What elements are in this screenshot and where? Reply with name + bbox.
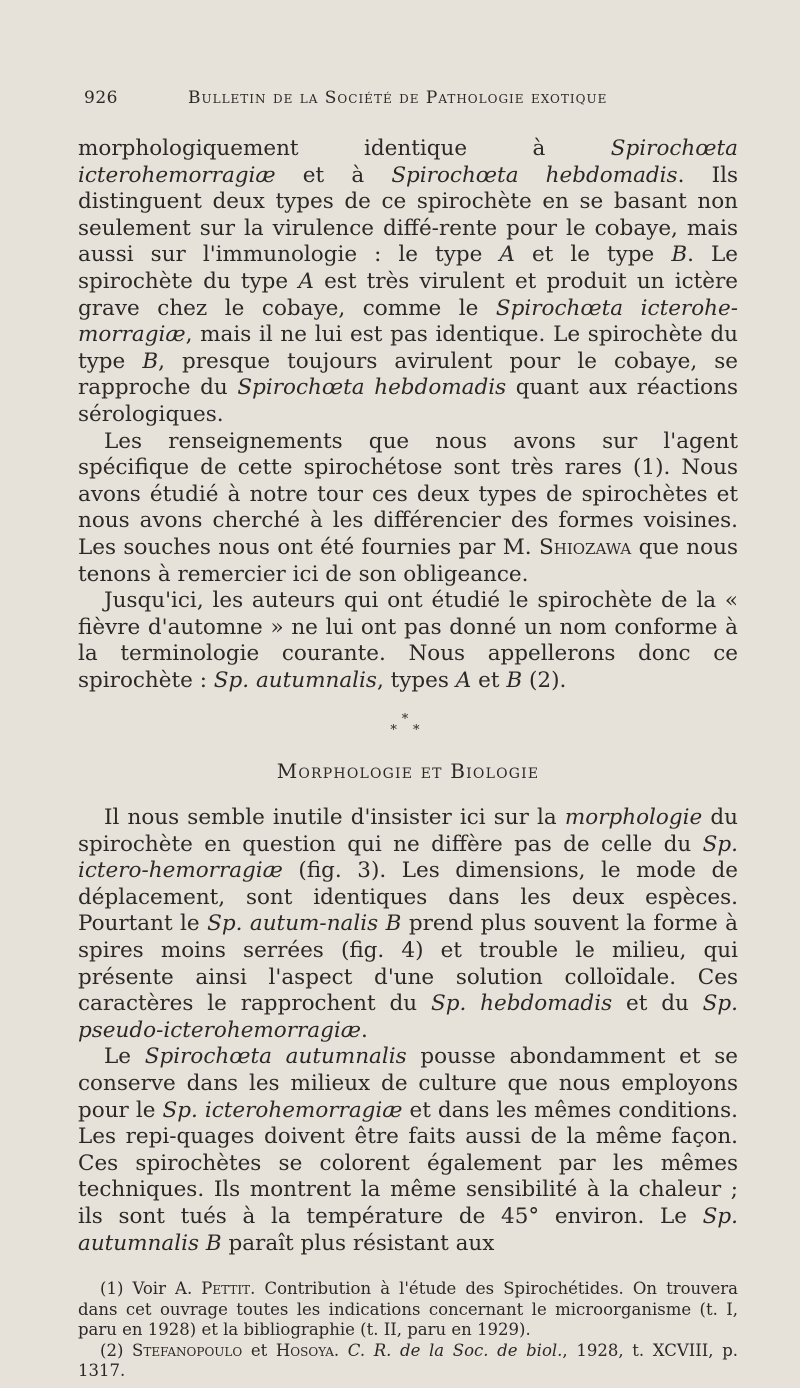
- page-header: [78, 88, 738, 118]
- author-name: Stefanopoulo: [132, 1340, 243, 1360]
- section-separator: [78, 712, 738, 739]
- species-name: Sp. icterohemorragiæ: [162, 1097, 403, 1123]
- species-name: Spirochœta autumnalis: [144, 1044, 407, 1070]
- footnote-2: (2) Stefanopoulo et Hosoya. C. R. de la Soc. de biol., 1928, t. XCVIII, p. 1317.: [78, 1340, 738, 1381]
- species-name: Sp. autumnalis: [213, 667, 377, 693]
- species-name: Spirochœta hebdomadis: [391, 162, 678, 188]
- species-name: Sp. ictero-hemorragiæ: [78, 831, 738, 884]
- species-name: Sp. pseudo-icterohemorragiæ: [78, 991, 738, 1043]
- species-name: Sp. autumnalis B: [78, 1203, 738, 1256]
- author-name: Pettit: [201, 1279, 251, 1299]
- journal-title: C. R. de la Soc. de biol.: [347, 1340, 563, 1360]
- footnote-ref: 2: [537, 667, 552, 693]
- species-name: Sp. autum-nalis B: [207, 911, 402, 937]
- species-name: Spirochœta icterohemorragiæ: [78, 136, 738, 188]
- page-number: 926: [84, 88, 118, 108]
- footnotes: [78, 1279, 738, 1382]
- paragraph-culture: Le Spirochœta autumnalis pousse abondamment et se conserve dans les milieux de culture que nous employons pour le Sp. icterohemorragiæ et dans les mêmes conditions. Les repi-quages doivent être faits aussi de la même façon. Ces spirochètes se colorent également par les mêmes techniques. Ils montrent la même sensibilité à la chaleur ; ils sont tués à la température de 45° environ. Le Sp. autumnalis B paraît plus résistant aux: [78, 1044, 738, 1256]
- paragraph-jusquici: Jusqu'ici, les auteurs qui ont étudié le spirochète de la « fièvre d'automne » ne lui ont pas donné un nom conforme à la terminologie courante. Nous appellerons donc ce spirochète : Sp. autumnalis, types A et B (2).: [78, 588, 738, 693]
- species-name: Spirochœta hebdomadis: [237, 375, 507, 401]
- running-title: Bulletin de la Société de Pathologie exotique: [188, 88, 608, 108]
- species-name: Sp. hebdomadis: [431, 991, 613, 1017]
- author-name: Hosoya: [275, 1340, 334, 1360]
- footnote-1: (1) Voir A. Pettit. Contribution à l'étude des Spirochétides. On trouvera dans cet ouvrage toutes les indications concernant le microorganisme (t. I, paru en 1928) et la bibliographie (t. II, paru en 1929).: [78, 1279, 738, 1340]
- separator-star-bottom: * *: [390, 723, 426, 739]
- paragraph-renseignements: Les renseignements que nous avons sur l'agent spécifique de cette spirochétose sont très rares (1). Nous avons étudié à notre tour ces deux types de spirochètes et nous avons cherché à les différencier des formes voisines. Les souches nous ont été fournies par M. Shiozawa que nous tenons à remercier ici de son obligeance.: [78, 428, 738, 587]
- separator-star-top: *: [401, 712, 415, 728]
- species-name: Spirochœta icterohe-morragiæ: [78, 295, 738, 348]
- footnote-ref: 1: [641, 455, 656, 481]
- paragraph-intro: morphologiquement identique à Spirochœta icterohemorragiæ et à Spirochœta hebdomadis. Ils distinguent deux types de ce spirochète en se basant non seulement sur la virulence diffé-rente pour le cobaye, mais aussi sur l'immunologie : le type A et le type B. Le spirochète du type A est très virulent et produit un ictère grave chez le cobaye, comme le Spirochœta icterohe-morragiæ, mais il ne lui est pas identique. Le spirochète du type B, presque toujours avirulent pour le cobaye, se rapproche du Spirochœta hebdomadis quant aux réactions sérologiques.: [78, 136, 739, 427]
- paragraph-morphologie: Il nous semble inutile d'insister ici sur la morphologie du spirochète en question qui ne diffère pas de celle du Sp. ictero-hemorragiæ (fig. 3). Les dimensions, le mode de déplacement, sont identiques dans les deux espèces. Pourtant le Sp. autum-nalis B prend plus souvent la forme à spires moins serrées (fig. 4) et trouble le milieu, qui présente ainsi l'aspect d'une solution colloïdale. Ces caractères le rapprochent du Sp. hebdomadis et du Sp. pseudo-icterohemorragiæ.: [78, 805, 738, 1043]
- author-name: Shiozawa: [539, 534, 632, 560]
- body-text: [78, 136, 738, 1257]
- section-title: Morphologie et Biologie: [276, 759, 540, 784]
